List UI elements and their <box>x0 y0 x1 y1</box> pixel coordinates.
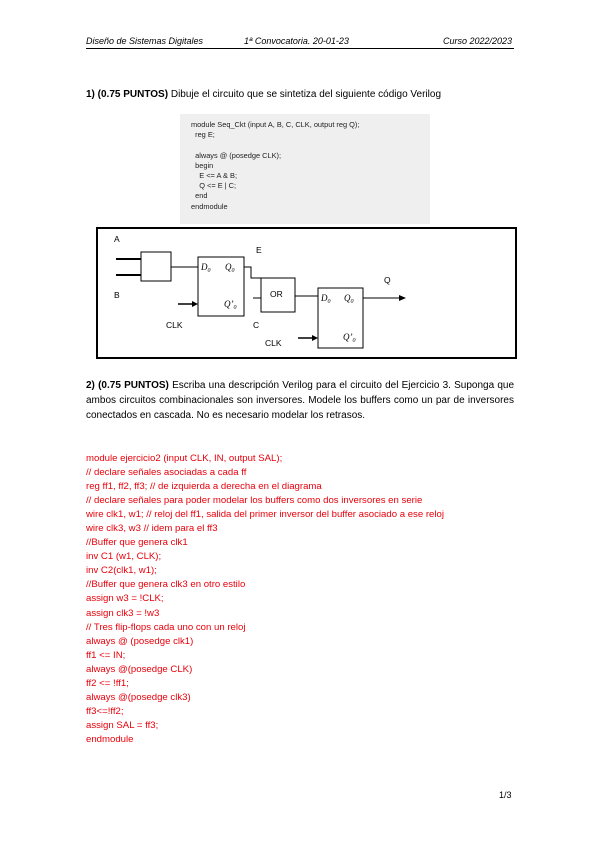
output-arrow <box>399 295 406 301</box>
clk-1-arrow <box>192 301 198 307</box>
question-2-text: Escriba una descripción Verilog para el circuito del Ejercicio 3. Suponga que ambos circuitos combinacionales son inversores. Modele los buffers como un par de inversores conectados en cascada. No es necesario modelar los retrasos. <box>86 380 515 421</box>
solution-code-line: // declare señales asociadas a cada ff <box>86 467 247 479</box>
wire-e <box>244 267 261 278</box>
clk-1-label: CLK <box>166 320 183 330</box>
verilog-code-line: Q <= E | C; <box>191 181 237 191</box>
input-a-label: A <box>114 234 120 244</box>
signal-e-label: E <box>256 245 262 255</box>
question-2-points: 0.75 PUNTOS) <box>101 380 169 391</box>
input-b-label: B <box>114 290 120 300</box>
question-2-number: 2) ( <box>86 380 102 391</box>
or-gate-label: OR <box>270 289 283 299</box>
header-rule <box>86 48 514 49</box>
ff1-q-label: $Q_0$ <box>225 262 235 274</box>
verilog-code-line: module Seq_Ckt (input A, B, C, CLK, output reg Q); <box>191 120 360 129</box>
question-2 <box>86 378 514 423</box>
clk-2-arrow <box>312 335 318 341</box>
solution-code-line: ff2 <= !ff1; <box>86 677 129 689</box>
verilog-code-line <box>191 140 430 150</box>
solution-code-line: assign SAL = ff3; <box>86 719 159 731</box>
solution-code-line: reg ff1, ff2, ff3; // de izquierda a derecha en el diagrama <box>86 481 322 493</box>
and-gate <box>141 252 171 281</box>
solution-code-line: always @(posedge clk3) <box>86 691 191 703</box>
ff2-qbar-label: $Q’_0$ <box>343 332 356 344</box>
ff1-qbar-label: $Q’_0$ <box>224 299 237 311</box>
solution-code-line: module ejercicio2 (input CLK, IN, output SAL); <box>86 453 283 464</box>
solution-code-line: assign clk3 = !w3 <box>86 607 160 619</box>
solution-code-line: //Buffer que genera clk1 <box>86 537 188 549</box>
header-academic-year: Curso 2022/2023 <box>443 36 513 46</box>
solution-code-line: inv C2(clk1, w1); <box>86 565 157 577</box>
solution-code-line: wire clk3, w3 // idem para el ff3 <box>86 523 218 535</box>
solution-code-line: always @ (posedge clk1) <box>86 635 194 647</box>
header-course-name: Diseño de Sistemas Digitales <box>86 36 204 46</box>
question-1-number: 1) ( <box>86 89 101 100</box>
solution-code-line: wire clk1, w1; // reloj del ff1, salida del primer inversor del buffer asociado a ese reloj <box>86 509 444 521</box>
verilog-code-line: E <= A & B; <box>191 171 238 181</box>
circuit-diagram <box>86 226 520 362</box>
question-1-points: 0.75 PUNTOS) <box>101 89 169 100</box>
solution-code-line: ff1 <= IN; <box>86 649 126 661</box>
page-number: 1/3 <box>499 790 512 800</box>
question-1 <box>86 89 441 100</box>
verilog-code-line: always @ (posedge CLK); <box>191 150 282 160</box>
solution-code-line: //Buffer que genera clk3 en otro estilo <box>86 579 246 591</box>
solution-code-line: // declare señales para poder modelar los buffers como dos inversores en serie <box>86 495 423 507</box>
solution-verilog-code <box>86 452 526 747</box>
ff1-d-label: $D_0$ <box>201 262 211 274</box>
solution-code-line: endmodule <box>86 733 134 745</box>
header-exam-call: 1ª Convocatoria. 20-01-23 <box>244 36 349 46</box>
verilog-code-snippet <box>180 114 430 224</box>
verilog-code-line: end <box>191 191 208 201</box>
ff2-q-label: $Q_0$ <box>344 293 354 305</box>
clk-2-label: CLK <box>265 338 282 348</box>
solution-code-line: ff3<=!ff2; <box>86 705 124 717</box>
question-1-text: Dibuje el circuito que se sintetiza del siguiente código Verilog <box>168 89 442 100</box>
solution-code-line: always @(posedge CLK) <box>86 663 193 675</box>
input-c-label: C <box>253 320 260 330</box>
verilog-code-text <box>180 114 430 212</box>
ff2-d-label: $D_0$ <box>321 293 331 305</box>
solution-code-line: // Tres flip-flops cada uno con un reloj <box>86 621 246 633</box>
solution-code-line: inv C1 (w1, CLK); <box>86 551 162 563</box>
verilog-code-line: endmodule <box>191 201 228 211</box>
output-q-label: Q <box>384 275 391 285</box>
verilog-code-line: reg E; <box>191 130 215 140</box>
solution-code-line: assign w3 = !CLK; <box>86 593 164 605</box>
verilog-code-line: begin <box>191 160 214 170</box>
